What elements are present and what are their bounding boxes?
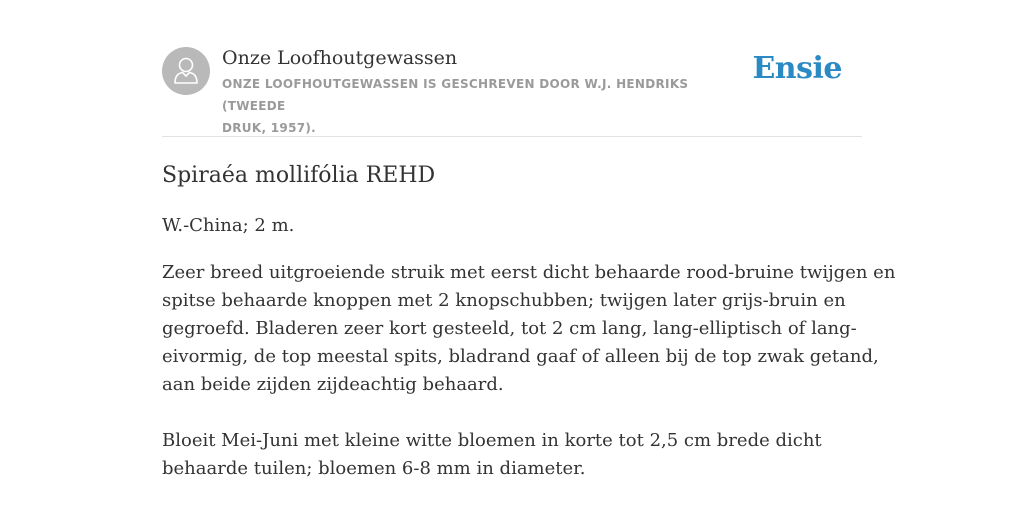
paragraph-line: aan beide zijden zijdeachtig behaard. <box>162 374 504 395</box>
paragraph-line: Bloeit Mei-Juni met kleine witte bloemen in korte tot 2,5 cm brede dicht <box>162 430 822 451</box>
source-header <box>162 0 862 137</box>
source-description <box>222 73 752 139</box>
user-icon <box>162 47 210 95</box>
page-container <box>162 0 896 483</box>
paragraph-line: behaarde tuilen; bloemen 6-8 mm in diameter. <box>162 458 586 479</box>
source-description-line: DRUK, 1957). <box>222 121 317 135</box>
paragraph-line: spitse behaarde knoppen met 2 knopschubben; twijgen later grijs-bruin en <box>162 290 846 311</box>
entry-meta: W.-China; 2 m. <box>162 215 295 236</box>
source-title[interactable]: Onze Loofhoutgewassen <box>222 47 458 69</box>
entry-title: Spiraéa mollifólia REHD <box>162 163 436 188</box>
ensie-logo[interactable]: Ensie <box>752 51 842 86</box>
paragraph-line: Zeer breed uitgroeiende struik met eerst dicht behaarde rood-bruine twijgen en <box>162 262 896 283</box>
entry-paragraph <box>162 259 896 399</box>
paragraph-line: gegroefd. Bladeren zeer kort gesteeld, tot 2 cm lang, lang-elliptisch of lang- <box>162 318 857 339</box>
entry-paragraph <box>162 427 862 483</box>
source-description-line: ONZE LOOFHOUTGEWASSEN IS GESCHREVEN DOOR W.J. HENDRIKS (TWEEDE <box>222 77 689 113</box>
paragraph-line: eivormig, de top meestal spits, bladrand gaaf of alleen bij de top zwak getand, <box>162 346 879 367</box>
source-info <box>222 45 752 139</box>
